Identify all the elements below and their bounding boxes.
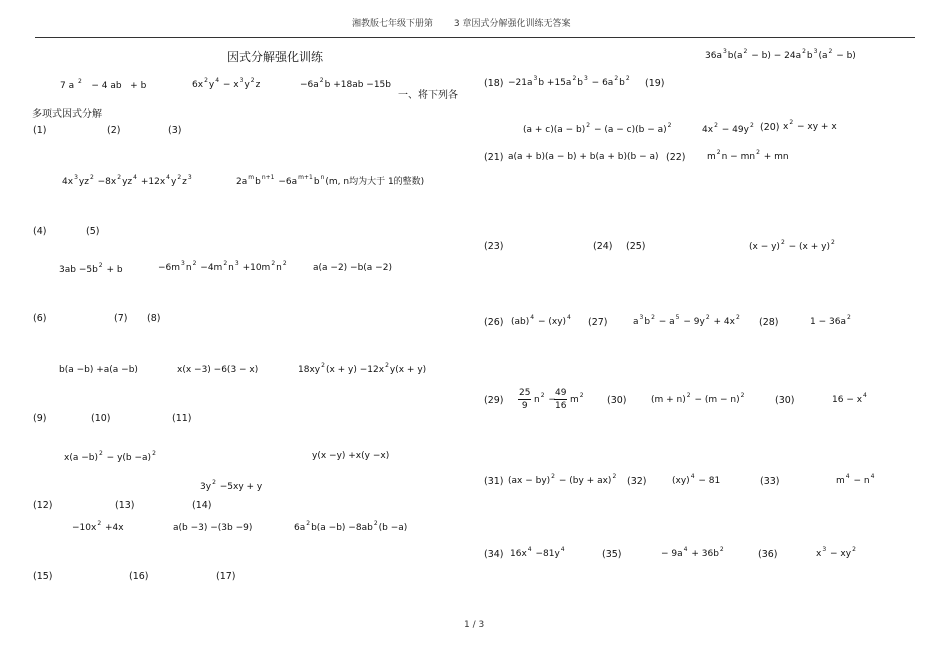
expr-35: − $9a^4 + 36b^2$ bbox=[661, 546, 724, 559]
expr-4: $4x^3yz^2 -8x^2yz^4 +12x^4y^2z^3$ bbox=[62, 174, 192, 187]
expr-31: (ax − by)$^2$ − (by + ax)$^2$ bbox=[508, 473, 617, 486]
label-27: (27) bbox=[588, 317, 608, 328]
expr-6: $3ab -5b^2 + b$ bbox=[59, 262, 123, 275]
page-title: 因式分解强化训练 bbox=[227, 50, 324, 64]
label-11: (11) bbox=[172, 413, 192, 424]
label-25: (25) bbox=[626, 241, 646, 252]
fraction-denominator: 9 bbox=[521, 401, 528, 411]
instruction-part2: 多项式因式分解 bbox=[32, 109, 102, 120]
label-22: (22) bbox=[666, 152, 686, 163]
expr-27: $a^3b^2 - a^5 - 9y^2 + 4x^2$ bbox=[633, 314, 740, 327]
expr-3: $-6a^2b +18ab -15b$ bbox=[300, 77, 391, 90]
expr-15: $-10x^2 +4x$ bbox=[72, 520, 124, 533]
label-3: (3) bbox=[168, 125, 182, 136]
label-36: (36) bbox=[758, 549, 778, 560]
header-rule bbox=[35, 37, 915, 38]
label-24: (24) bbox=[593, 241, 613, 252]
label-8: (8) bbox=[147, 313, 161, 324]
label-26: (26) bbox=[484, 317, 504, 328]
expr-16: a(b −3) −(3b −9) bbox=[173, 523, 253, 533]
fraction-49-16 bbox=[554, 389, 567, 411]
expr-30b: $16 - x^4$ bbox=[832, 392, 867, 405]
expr-10: x(x −3) −6(3 − x) bbox=[177, 365, 259, 375]
header-title bbox=[352, 20, 570, 29]
expr-33: $m^4 - n^4$ bbox=[836, 473, 875, 486]
label-10: (10) bbox=[91, 413, 111, 424]
label-18: (18) bbox=[484, 78, 504, 89]
expr-24: $m^2n - mn^2$ + mn bbox=[707, 149, 789, 162]
expr-8: a(a −2) −b(a −2) bbox=[313, 263, 392, 273]
expr-29b: $m^2$ bbox=[570, 392, 584, 405]
expr-22: $x^2$ − xy + x bbox=[783, 119, 837, 132]
fraction-25-9 bbox=[518, 389, 531, 411]
expr-2: $6x^2y^4 - x^3y^2z$ bbox=[192, 77, 261, 90]
label-1: (1) bbox=[33, 125, 47, 136]
expr-28: $1 - 36a^2$ bbox=[810, 314, 851, 327]
header-chapter: 3 章因式分解强化训练无答案 bbox=[453, 19, 571, 29]
label-15: (15) bbox=[33, 571, 53, 582]
page-number: 1 / 3 bbox=[464, 620, 485, 630]
expr-12: $x(a -b)^2 - y(b -a)^2$ bbox=[64, 450, 156, 463]
expr-17: $6a^2b(a -b) -8ab^2(b -a)$ bbox=[294, 520, 408, 533]
expr-32: (xy)$^4$ − 81 bbox=[672, 473, 721, 486]
expr-30: $(m + n)^2 - (m - n)^2$ bbox=[651, 392, 745, 405]
label-34: (34) bbox=[484, 549, 504, 560]
label-23: (23) bbox=[484, 241, 504, 252]
label-20: (20) bbox=[760, 122, 780, 133]
label-30: (30) bbox=[607, 395, 627, 406]
expr-13: y(x −y) +x(y −x) bbox=[312, 451, 390, 461]
expr-18: $36a^3b(a^2 - b) - 24a^2b^3(a^2 - b)$ bbox=[705, 48, 856, 61]
label-12: (12) bbox=[33, 500, 53, 511]
label-32: (32) bbox=[627, 476, 647, 487]
label-31: (31) bbox=[484, 476, 504, 487]
label-5: (5) bbox=[86, 226, 100, 237]
label-6: (6) bbox=[33, 313, 47, 324]
label-14: (14) bbox=[192, 500, 212, 511]
label-28: (28) bbox=[759, 317, 779, 328]
expr-36: $x^3 - xy^2$ bbox=[816, 546, 856, 559]
expr-1: 7 a $^2$ − 4 ab + b bbox=[60, 78, 147, 91]
expr-23: a(a + b)(a − b) + b(a + b)(b − a) bbox=[508, 152, 659, 162]
label-2: (2) bbox=[107, 125, 121, 136]
fraction-numerator: 49 bbox=[555, 388, 567, 398]
label-29: (29) bbox=[484, 395, 504, 406]
expr-11: $18xy^2(x + y) -12x^2y(x + y)$ bbox=[298, 362, 427, 375]
header-book: 湘教版七年级下册第 bbox=[352, 19, 434, 29]
label-33: (33) bbox=[760, 476, 780, 487]
label-13: (13) bbox=[115, 500, 135, 511]
fraction-numerator: 25 bbox=[519, 388, 531, 398]
expr-7: $-6m^3n^2 -4m^2n^3 +10m^2n^2$ bbox=[158, 260, 287, 273]
fraction-denominator: 16 bbox=[555, 401, 567, 411]
label-30b: (30) bbox=[775, 395, 795, 406]
expr-20: $(a + c)(a - b)^2 - (a - c)(b - a)^2$ bbox=[523, 122, 672, 135]
label-17: (17) bbox=[216, 571, 236, 582]
expr-34: $16x^4 -81y^4$ bbox=[510, 546, 565, 559]
expr-25: $(x - y)^2 - (x + y)^2$ bbox=[749, 239, 835, 252]
expr-5: $2a^mb^{n+1} -6a^{m+1}b^n(m$, n均为大于 1的整数) bbox=[236, 174, 425, 187]
expr-14: $3y^2 -5xy + y$ bbox=[200, 479, 263, 492]
expr-21: $4x^2 - 49y^2$ bbox=[702, 122, 754, 135]
expr-9: b(a −b) +a(a −b) bbox=[59, 365, 138, 375]
label-7: (7) bbox=[114, 313, 128, 324]
label-35: (35) bbox=[602, 549, 622, 560]
label-4: (4) bbox=[33, 226, 47, 237]
expr-29a: $n^2$ − bbox=[534, 392, 556, 405]
label-16: (16) bbox=[129, 571, 149, 582]
instruction-part1: 一、将下列各 bbox=[398, 90, 458, 101]
label-21: (21) bbox=[484, 152, 504, 163]
label-9: (9) bbox=[33, 413, 47, 424]
expr-26: (ab)$^4$ − (xy)$^4$ bbox=[511, 314, 571, 327]
label-19: (19) bbox=[645, 78, 665, 89]
expr-19: $-21a^3b +15a^2b^3 - 6a^2b^2$ bbox=[508, 75, 630, 88]
